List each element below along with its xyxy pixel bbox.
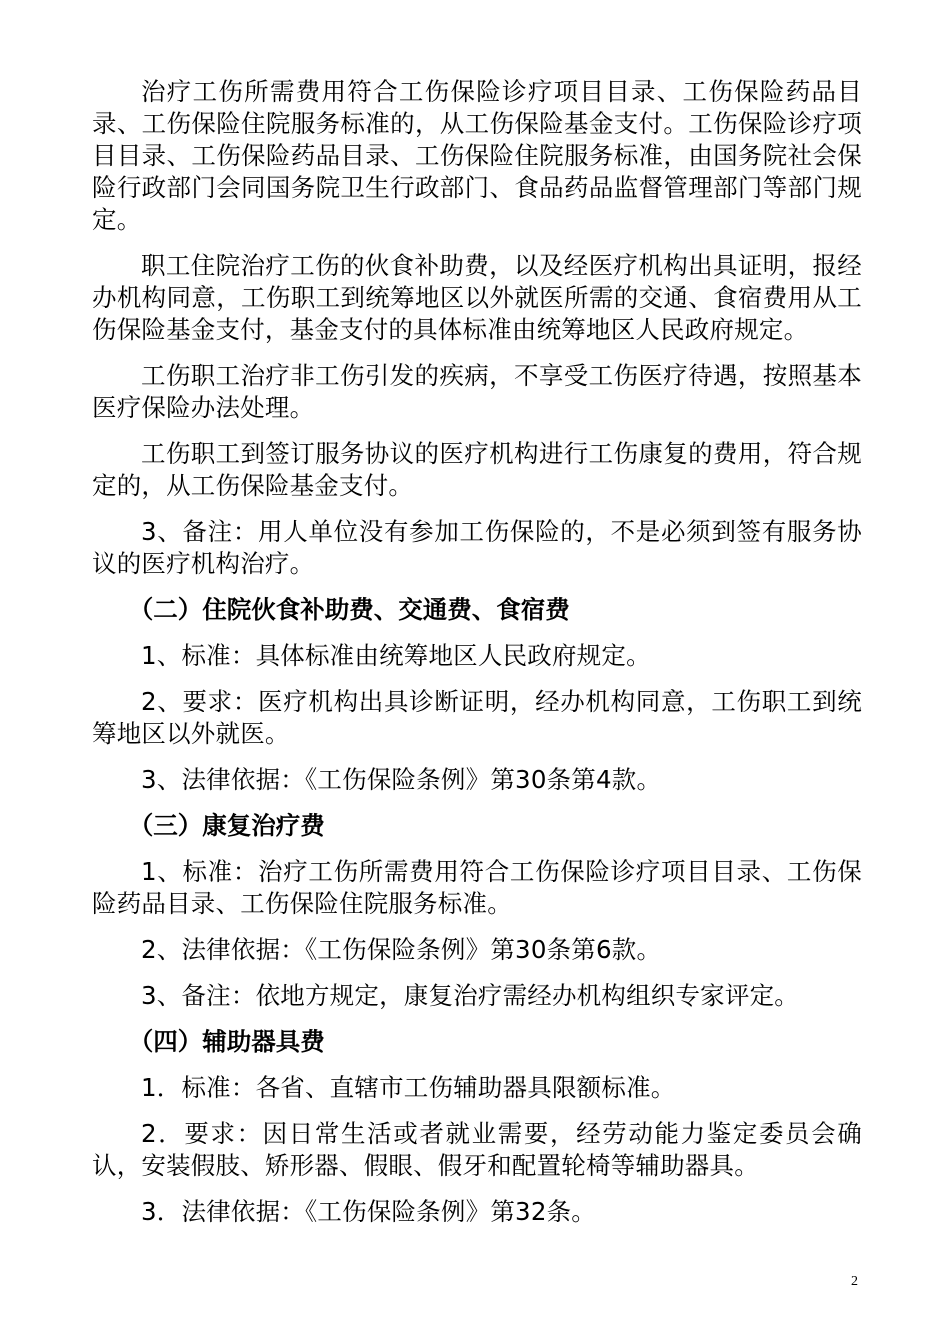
section-2-item: 3、法律依据：《工伤保险条例》第30条第4款。 <box>141 765 662 794</box>
paragraph: 职工住院治疗工伤的伙食补助费，以及经医疗机构出具证明，报经办机构同意，工伤职工到统筹地区以外就医所需的交通、食宿费用从工伤保险基金支付，基金支付的具体标准由统筹地区人民政府规定。 <box>92 251 862 344</box>
section-4-item: 2．要求：因日常生活或者就业需要，经劳动能力鉴定委员会确认，安装假肢、矫形器、假眼、假牙和配置轮椅等辅助器具。 <box>92 1119 862 1180</box>
paragraph: 治疗工伤所需费用符合工伤保险诊疗项目目录、工伤保险药品目录、工伤保险住院服务标准的，从工伤保险基金支付。工伤保险诊疗项目目录、工伤保险药品目录、工伤保险住院服务标准，由国务院社会保险行政部门会同国务院卫生行政部门、食品药品监督管理部门等部门规定。 <box>92 77 862 234</box>
paragraph: 3、备注：用人单位没有参加工伤保险的，不是必须到签有服务协议的医疗机构治疗。 <box>92 517 862 578</box>
section-3-item: 2、法律依据：《工伤保险条例》第30条第6款。 <box>141 935 662 964</box>
section-4-item: 3．法律依据：《工伤保险条例》第32条。 <box>141 1197 597 1226</box>
section-3-item: 3、备注：依地方规定，康复治疗需经办机构组织专家评定。 <box>141 981 799 1010</box>
section-heading-4: （四）辅助器具费 <box>128 1027 325 1056</box>
section-heading-2: （二）住院伙食补助费、交通费、食宿费 <box>128 595 570 624</box>
section-3-item: 1、标准：治疗工伤所需费用符合工伤保险诊疗项目目录、工伤保险药品目录、工伤保险住院服务标准。 <box>92 857 862 918</box>
section-2-item: 2、要求：医疗机构出具诊断证明，经办机构同意，工伤职工到统筹地区以外就医。 <box>92 687 862 748</box>
document-body <box>92 76 862 1242</box>
section-heading-3: （三）康复治疗费 <box>128 811 325 840</box>
page-number: 2 <box>851 1274 858 1289</box>
section-2-item: 1、标准：具体标准由统筹地区人民政府规定。 <box>141 641 651 670</box>
section-4-item: 1．标准：各省、直辖市工伤辅助器具限额标准。 <box>141 1073 676 1102</box>
paragraph: 工伤职工治疗非工伤引发的疾病，不享受工伤医疗待遇，按照基本医疗保险办法处理。 <box>92 361 862 422</box>
paragraph: 工伤职工到签订服务协议的医疗机构进行工伤康复的费用，符合规定的，从工伤保险基金支付。 <box>92 439 862 500</box>
